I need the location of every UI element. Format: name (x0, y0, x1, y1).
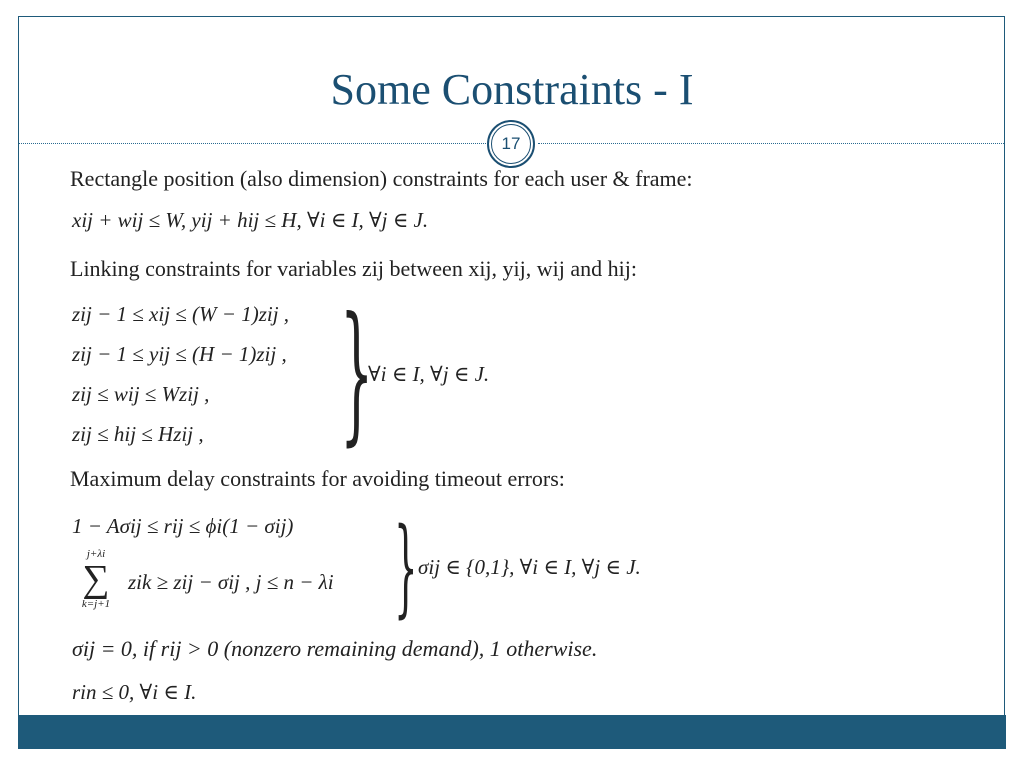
linking-equation-x: zij − 1 ≤ xij ≤ (W − 1)zij , (72, 302, 290, 326)
page-number: 17 (491, 124, 531, 164)
linking-quantifier: ∀i ∈ I, ∀j ∈ J. (368, 362, 490, 386)
sigma-icon: ∑ (82, 558, 110, 600)
linking-equation-h: zij ≤ hij ≤ Hzij , (72, 422, 204, 446)
page-number-badge (487, 120, 535, 168)
heading-delay-constraints: Maximum delay constraints for avoiding timeout errors: (70, 466, 565, 491)
equation-position: xij + wij ≤ W, yij + hij ≤ H, ∀i ∈ I, ∀j ∈ J. (72, 208, 429, 232)
delay-brace: } (394, 505, 418, 628)
delay-equation-1: 1 − Aσij ≤ rij ≤ ϕi(1 − σij) (72, 514, 294, 538)
linking-brace: } (340, 286, 374, 460)
linking-equation-y: zij − 1 ≤ yij ≤ (H − 1)zij , (72, 342, 287, 366)
summation-symbol (72, 548, 120, 610)
sum-upper-limit: j+λi (86, 548, 106, 560)
final-equation: rin ≤ 0, ∀i ∈ I. (72, 680, 197, 704)
slide-title: Some Constraints - I (330, 65, 694, 114)
sum-lower-limit: k=j+1 (81, 598, 111, 610)
title-divider-left (19, 143, 486, 144)
delay-quantifier: σij ∈ {0,1}, ∀i ∈ I, ∀j ∈ J. (418, 555, 641, 579)
heading-rectangle-constraints: Rectangle position (also dimension) constraints for each user & frame: (70, 166, 693, 191)
heading-linking-constraints: Linking constraints for variables zij between xij, yij, wij and hij: (70, 256, 637, 281)
delay-equation-2: zik ≥ zij − σij , j ≤ n − λi (128, 570, 334, 594)
linking-equation-w: zij ≤ wij ≤ Wzij , (72, 382, 210, 406)
footer-bar (19, 715, 1006, 749)
title-divider-right (538, 143, 1004, 144)
sigma-definition: σij = 0, if rij > 0 (nonzero remaining demand), 1 otherwise. (72, 636, 598, 661)
